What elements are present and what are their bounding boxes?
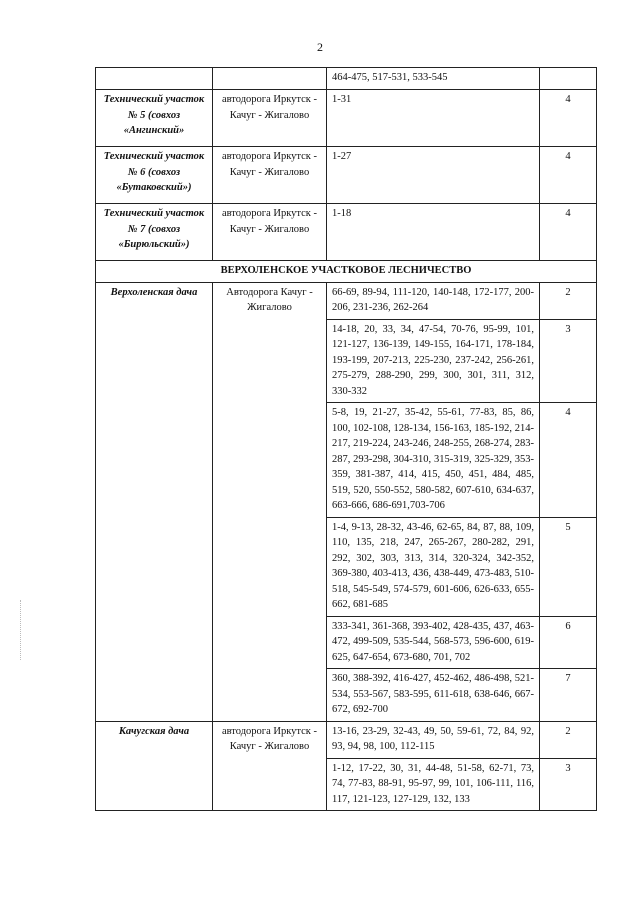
parcels-cell: 14-18, 20, 33, 34, 47-54, 70-76, 95-99, 101, 121-127, 136-139, 149-155, 164-171, 178-184, 193-199, 207-213, 225-230, 237-242, 256-261, 275-279, 288-290, 299, 300, 301, 311, 312, 330-332 <box>327 319 540 403</box>
parcels-cell: 5-8, 19, 21-27, 35-42, 55-61, 77-83, 85, 86, 100, 102-108, 128-134, 156-163, 185-192, 214-217, 219-224, 243-246, 248-255, 268-274, 283-287, 293-298, 304-310, 315-319, 325-329, 353-359, 381-387, 414, 415, 450, 451, 484, 485, 519, 520, 550-552, 580-582, 607-610, 634-637, 663-666, 686-691,703-706 <box>327 403 540 518</box>
parcels-cell: 13-16, 23-29, 32-43, 49, 50, 59-61, 72, 84, 92, 93, 94, 98, 100, 112-115 <box>327 721 540 758</box>
table-row <box>96 68 597 90</box>
value-cell: 4 <box>540 147 597 204</box>
parcels-cell: 360, 388-392, 416-427, 452-462, 486-498, 521-534, 553-567, 583-595, 611-618, 638-646, 667-672, 692-700 <box>327 669 540 722</box>
value-cell: 3 <box>540 758 597 811</box>
table-row <box>96 282 597 319</box>
table-row <box>96 90 597 147</box>
value-cell: 4 <box>540 403 597 518</box>
name-cell: Технический участок № 5 (совхоз «Ангинский» <box>96 90 213 147</box>
parcels-cell: 464-475, 517-531, 533-545 <box>327 68 540 90</box>
parcels-cell: 66-69, 89-94, 111-120, 140-148, 172-177, 200-206, 231-236, 262-264 <box>327 282 540 319</box>
section-title: ВЕРХОЛЕНСКОЕ УЧАСТКОВОЕ ЛЕСНИЧЕСТВО <box>96 261 597 283</box>
value-cell: 4 <box>540 90 597 147</box>
parcels-cell: 333-341, 361-368, 393-402, 428-435, 437, 463-472, 499-509, 535-544, 568-573, 596-600, 619-625, 647-654, 673-680, 701, 702 <box>327 616 540 669</box>
road-cell <box>213 68 327 90</box>
parcels-cell: 1-31 <box>327 90 540 147</box>
name-cell: Технический участок № 7 (совхоз «Бирюльский») <box>96 204 213 261</box>
road-cell: автодорога Иркутск - Качуг - Жигалово <box>213 204 327 261</box>
road-cell: автодорога Иркутск - Качуг - Жигалово <box>213 721 327 811</box>
value-cell: 2 <box>540 282 597 319</box>
road-cell: автодорога Иркутск - Качуг - Жигалово <box>213 147 327 204</box>
parcels-cell: 1-12, 17-22, 30, 31, 44-48, 51-58, 62-71, 73, 74, 77-83, 88-91, 95-97, 99, 101, 106-111, 116, 117, 121-123, 127-129, 132, 133 <box>327 758 540 811</box>
road-cell: Автодорога Качуг - Жигалово <box>213 282 327 721</box>
name-cell: Технический участок № 6 (совхоз «Бутаковский») <box>96 147 213 204</box>
parcels-cell: 1-18 <box>327 204 540 261</box>
dacha-name: Верхоленская дача <box>96 282 213 721</box>
page-number: 2 <box>317 40 323 54</box>
value-cell: 4 <box>540 204 597 261</box>
parcels-cell: 1-27 <box>327 147 540 204</box>
section-row <box>96 261 597 283</box>
value-cell: 3 <box>540 319 597 403</box>
scan-margin-mark <box>20 600 22 660</box>
dacha-name: Качугская дача <box>96 721 213 811</box>
road-cell: автодорога Иркутск - Качуг - Жигалово <box>213 90 327 147</box>
value-cell <box>540 68 597 90</box>
parcels-cell: 1-4, 9-13, 28-32, 43-46, 62-65, 84, 87, 88, 109, 110, 135, 218, 247, 265-267, 280-282, 291, 292, 302, 303, 313, 314, 320-324, 342-352, 369-380, 403-413, 436, 438-449, 473-483, 510-518, 545-549, 574-579, 601-606, 626-633, 655-662, 681-685 <box>327 517 540 616</box>
value-cell: 6 <box>540 616 597 669</box>
name-cell <box>96 68 213 90</box>
forestry-table <box>95 67 597 811</box>
table-row <box>96 721 597 758</box>
value-cell: 2 <box>540 721 597 758</box>
value-cell: 7 <box>540 669 597 722</box>
table-row <box>96 147 597 204</box>
table-row <box>96 204 597 261</box>
value-cell: 5 <box>540 517 597 616</box>
